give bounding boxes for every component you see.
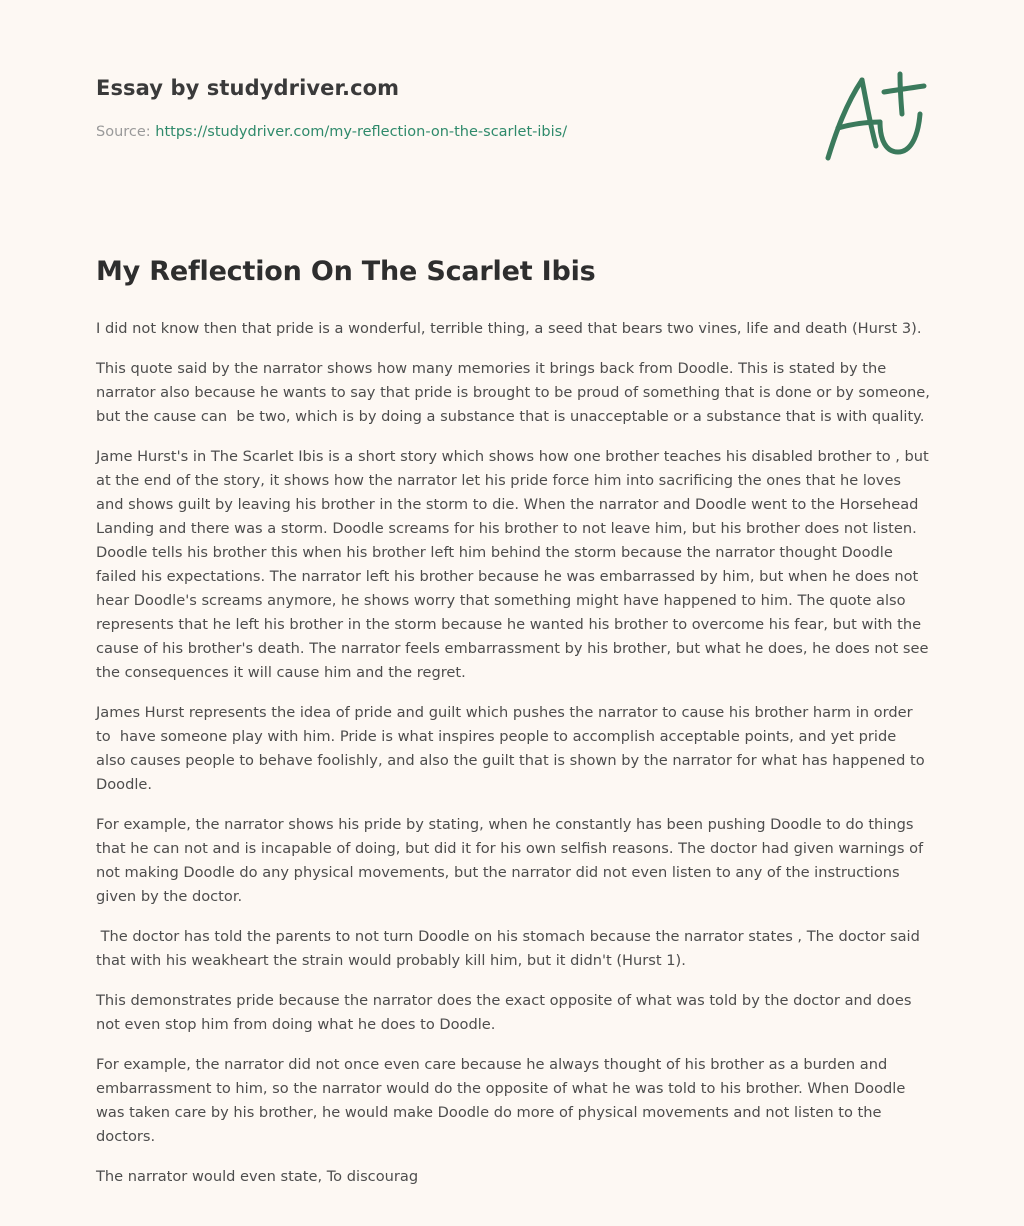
essay-paragraph: James Hurst represents the idea of pride and guilt which pushes the narrator to cause his brother harm in order to have someone play with him. Pride is what inspires people to accomplish acceptable points, and yet pride also causes people to behave foolishly, and also the guilt that is shown by the narrator for what has happened to Doodle. bbox=[96, 704, 930, 793]
source-label: Source: bbox=[96, 124, 151, 140]
site-title: Essay by studydriver.com bbox=[96, 76, 400, 100]
essay-paragraph: The narrator would even state, To discourag bbox=[96, 1168, 419, 1185]
essay-paragraph: This quote said by the narrator shows how many memories it brings back from Doodle. This is stated by the narrator also because he wants to say that pride is brought to be proud of something that is done or by someone, but the cause can be two, which is by doing a substance that is unacceptable or a substance that is with quality. bbox=[96, 360, 935, 425]
essay-paragraph: For example, the narrator shows his pride by stating, when he constantly has been pushing Doodle to do things that he can not and is incapable of doing, but did it for his own selfish reasons. The doctor had given warnings of not making Doodle do any physical movements, but the narrator did not even listen to any of the instructions given by the doctor. bbox=[96, 816, 928, 905]
essay-body bbox=[96, 317, 935, 1205]
essay-paragraph: The doctor has told the parents to not turn Doodle on his stomach because the narrator states , The doctor said that with his weakheart the strain would probably kill him, but it didn't (Hurst 1). bbox=[96, 928, 925, 969]
source-link[interactable]: https://studydriver.com/my-reflection-on-the-scarlet-ibis/ bbox=[155, 124, 568, 140]
essay-paragraph: For example, the narrator did not once even care because he always thought of his brother as a burden and embarrassment to him, so the narrator would do the opposite of what he was told to his brother. When Doodle was taken care by his brother, he would make Doodle do more of physical movements and not listen to the doctors. bbox=[96, 1056, 910, 1145]
essay-paragraph: Jame Hurst's in The Scarlet Ibis is a short story which shows how one brother teaches his disabled brother to , but at the end of the story, it shows how the narrator let his pride force him into sacrificing the ones that he loves and shows guilt by leaving his brother in the storm to die. When the narrator and Doodle went to the Horsehead Landing and there was a storm. Doodle screams for his brother to not leave him, but his brother does not listen. Doodle tells his brother this when his brother left him behind the storm because the narrator thought Doodle failed his expectations. The narrator left his brother because he was embarrassed by him, but when he does not hear Doodle's screams anymore, he shows worry that something might have happened to him. The quote also represents that he left his brother in the storm because he wanted his brother to overcome his fear, but with the cause of his brother's death. The narrator feels embarrassment by his brother, but what he does, he does not see the consequences it will cause him and the regret. bbox=[96, 448, 934, 681]
a-plus-logo bbox=[818, 66, 930, 166]
essay-paragraph: I did not know then that pride is a wonderful, terrible thing, a seed that bears two vines, life and death (Hurst 3). bbox=[96, 320, 922, 337]
source-line bbox=[96, 124, 567, 140]
essay-paragraph: This demonstrates pride because the narrator does the exact opposite of what was told by the doctor and does not even stop him from doing what he does to Doodle. bbox=[96, 992, 917, 1033]
essay-title: My Reflection On The Scarlet Ibis bbox=[96, 256, 596, 287]
